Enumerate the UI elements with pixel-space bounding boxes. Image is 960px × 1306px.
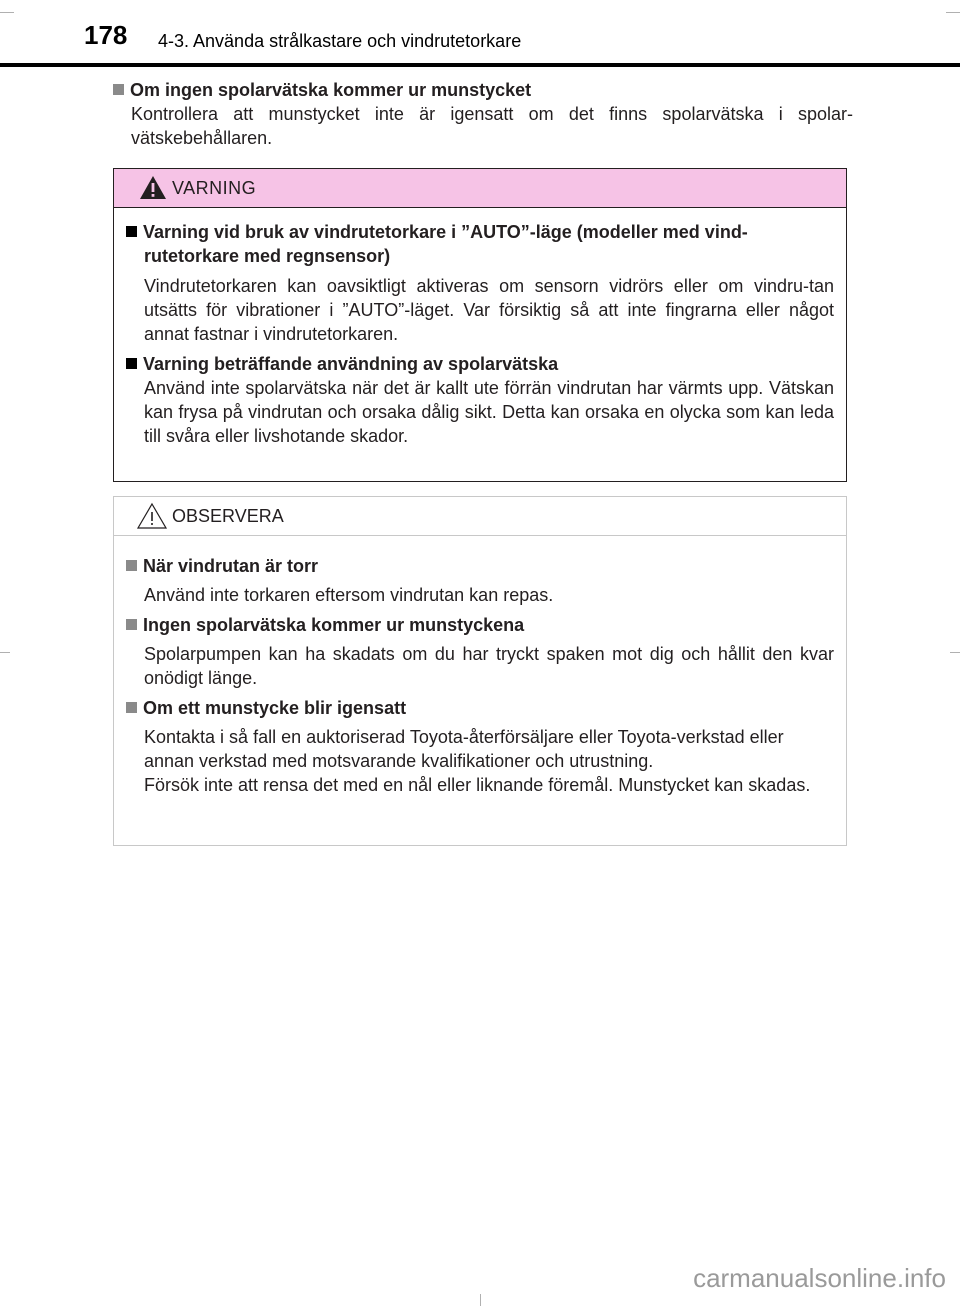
intro-text: Kontrollera att munstycket inte är igensatt om det finns spolarvätska i spolar-vätskebehållaren. [131,104,853,148]
notice-item-title: När vindrutan är torr [143,556,319,576]
warning-header [114,169,846,208]
notice-box [113,496,847,846]
warning-item-heading [126,352,834,376]
warning-item-title: Varning beträffande användning av spolarvätska [143,354,559,374]
crop-mark [0,652,10,653]
square-bullet-icon [126,226,137,237]
warning-body [114,208,846,448]
page-number: 178 [84,20,128,50]
notice-header [114,497,846,536]
chapter-title: 4-3. Använda strålkastare och vindrutetorkare [158,31,522,51]
caution-triangle-outline-icon [136,502,168,530]
crop-mark [946,12,960,13]
notice-item-heading [126,696,834,720]
warning-item-heading [126,220,834,268]
warning-label: VARNING [172,178,257,198]
crop-mark [0,12,14,13]
footer-watermark[interactable]: carmanualsonline.info [693,1263,946,1293]
warning-item-title: Varning vid bruk av vindrutetorkare i ”AUTO”-läge (modeller med vind-rutetorkare med regnsensor) [143,222,748,266]
notice-item-heading [126,554,834,578]
notice-item [126,554,834,607]
warning-item [126,220,834,346]
notice-label: OBSERVERA [172,506,284,526]
notice-item-text-2: Försök inte att rensa det med en nål eller liknande föremål. Munstycket kan skadas. [144,775,811,795]
square-bullet-icon [126,358,137,369]
intro-heading [113,78,853,102]
notice-item-text: Använd inte torkaren eftersom vindrutan kan repas. [144,585,554,605]
square-bullet-icon [126,560,137,571]
notice-item-title: Ingen spolarvätska kommer ur munstyckena [143,615,525,635]
notice-item [126,696,834,797]
warning-item-text: Använd inte spolarvätska när det är kallt ute förrän vindrutan har värmts upp. Vätskan kan frysa på vindrutan och orsaka dålig sikt. Detta kan orsaka en olycka som kan leda till svåra eller livshotande skador. [144,378,834,446]
notice-body [114,536,846,797]
square-bullet-icon [113,84,124,95]
warning-triangle-icon [139,175,167,200]
notice-item-title: Om ett munstycke blir igensatt [143,698,407,718]
crop-mark [950,652,960,653]
header-rule [0,63,960,67]
warning-item [126,352,834,448]
notice-item-text: Spolarpumpen kan ha skadats om du har tryckt spaken mot dig och hållit den kvar onödigt länge. [144,644,834,688]
crop-mark [480,1294,481,1306]
intro-title: Om ingen spolarvätska kommer ur munstycket [130,80,532,100]
notice-item-text: Kontakta i så fall en auktoriserad Toyota-återförsäljare eller Toyota-verkstad eller annan verkstad med motsvarande kvalifikationer och utrustning. [144,727,784,771]
notice-item-heading [126,613,834,637]
warning-box [113,168,847,482]
notice-item [126,613,834,690]
square-bullet-icon [126,702,137,713]
intro-section [113,78,853,150]
warning-item-text: Vindrutetorkaren kan oavsiktligt aktiveras om sensorn vidrörs eller om vindru-tan utsätts för vibrationer i ”AUTO”-läget. Var försiktig så att inte fingrarna eller något annat fastnar i vindrutetorkaren. [144,276,834,344]
square-bullet-icon [126,619,137,630]
